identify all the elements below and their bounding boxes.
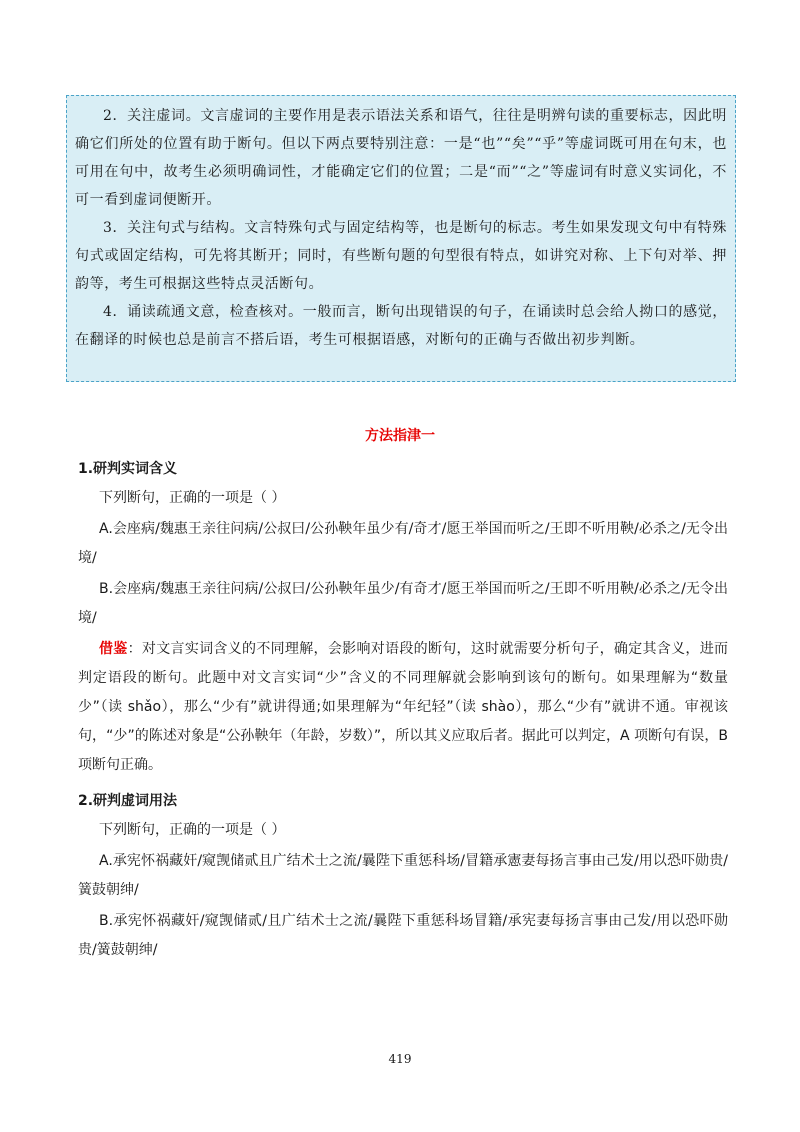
note-label: 借鉴 [99,641,128,657]
method-content [78,456,756,965]
part1-heading: 1.研判实词含义 [78,461,178,477]
page-number: 419 [388,1052,412,1066]
part1-question: 下列断句，正确的一项是（ ） [99,490,286,506]
part2-option-a: A.承宪怀祸藏奸/窥觊储贰且广结术士之流/曩陛下重惩科场/冒籍承憲妻每扬言事由己发/用以恐吓勋贵/簧鼓朝绅/ [78,853,728,898]
section-title: 方法指津一 [365,428,435,444]
part2-heading: 2.研判虚词用法 [78,793,178,809]
part1-note [78,635,756,780]
note-text: ：对文言实词含义的不同理解，会影响对语段的断句，这时就需要分析句子，确定其含义，进而判定语段的断句。此题中对文言实词“少”含义的不同理解就会影响到该句的断句。如果理解为“数量少”（读 shǎo），那么“少有”就讲得通;如果理解为“年纪轻”（读 shào），那么“少有”就讲不通。审视该句，“少”的陈述对象是“公孙鞅年（年龄，岁数）”，所以其义应取后者。据此可以判定，A 项断句有误，B 项断句正确。 [78,641,756,773]
part1-option-a: A.会座病/魏惠王亲往问病/公叔曰/公孙鞅年虽少有/奇才/愿王举国而听之/王即不听用鞅/必杀之/无令出境/ [78,521,728,566]
tip-paragraph-3: 3．关注句式与结构。文言特殊句式与固定结构等，也是断句的标志。考生如果发现文句中有特殊句式或固定结构，可先将其断开；同时，有些断句题的句型很有特点，如讲究对称、上下句对举、押韵等，考生可根据这些特点灵活断句。 [75,220,727,292]
part1-option-b: B.会座病/魏惠王亲往问病/公叔曰/公孙鞅年虽少/有奇才/愿王举国而听之/王即不听用鞅/必杀之/无令出境/ [78,581,728,626]
tips-box [66,95,736,382]
part2-question: 下列断句，正确的一项是（ ） [99,822,286,838]
tip-paragraph-4: 4．诵读疏通文意，检查核对。一般而言，断句出现错误的句子，在诵读时总会给人拗口的感觉，在翻译的时候也总是前言不搭后语，考生可根据语感，对断句的正确与否做出初步判断。 [75,304,727,348]
part2-option-b: B.承宪怀祸藏奸/窥觊储贰/且广结术士之流/曩陛下重惩科场冒籍/承宪妻每扬言事由己发/用以恐吓勋贵/簧鼓朝绅/ [78,913,728,958]
tip-paragraph-2: 2．关注虚词。文言虚词的主要作用是表示语法关系和语气，往往是明辨句读的重要标志，因此明确它们所处的位置有助于断句。但以下两点要特别注意：一是“也”“矣”“乎”等虚词既可用在句末，也可用在句中，故考生必须明确词性，才能确定它们的位置；二是“而”“之”等虚词有时意义实词化，不可一看到虚词便断开。 [75,108,727,208]
